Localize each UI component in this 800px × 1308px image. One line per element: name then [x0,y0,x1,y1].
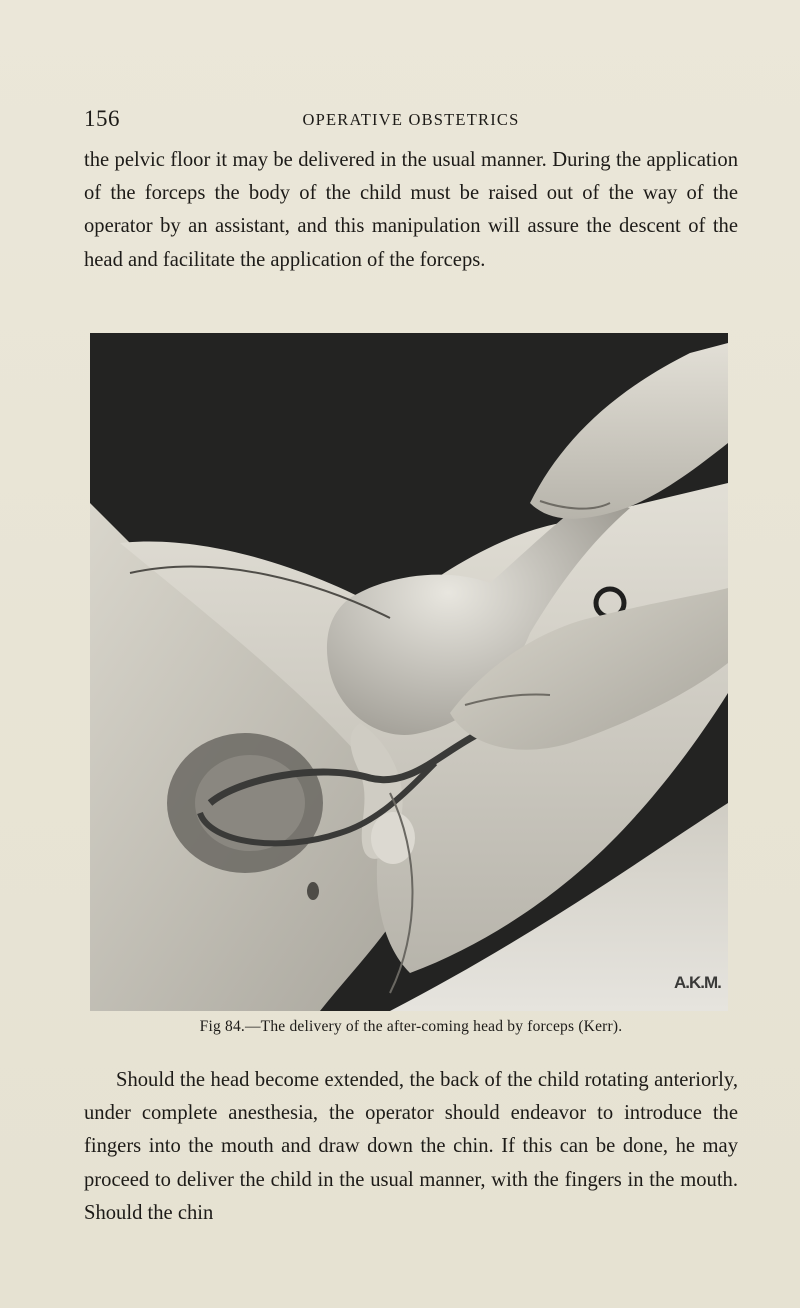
artist-signature: A.K.M. [674,973,721,992]
page-header [84,106,738,136]
paragraph-top: the pelvic floor it may be delivered in the usual manner. During the application of the forceps the body of the child must be raised out of the way of the operator by an assistant, and this manipulation will assure the descent of the head and facilitate the application of the forceps. [84,149,738,271]
figure-caption: Fig 84.—The delivery of the after-coming head by forceps (Kerr). [199,1018,623,1035]
paragraph-bottom: Should the head become extended, the back of the child rotating anteriorly, under complete anesthesia, the operator should endeavor to introduce the fingers into the mouth and draw down the chin. If this can be done, he may proceed to deliver the child in the usual manner, with the fingers in the mouth. Should the chin [84,1069,738,1224]
figure-illustration [90,333,728,1011]
running-head: OPERATIVE OBSTETRICS [302,110,520,129]
forceps-delivery-illustration-icon [90,333,728,1011]
page-number: 156 [84,106,120,131]
